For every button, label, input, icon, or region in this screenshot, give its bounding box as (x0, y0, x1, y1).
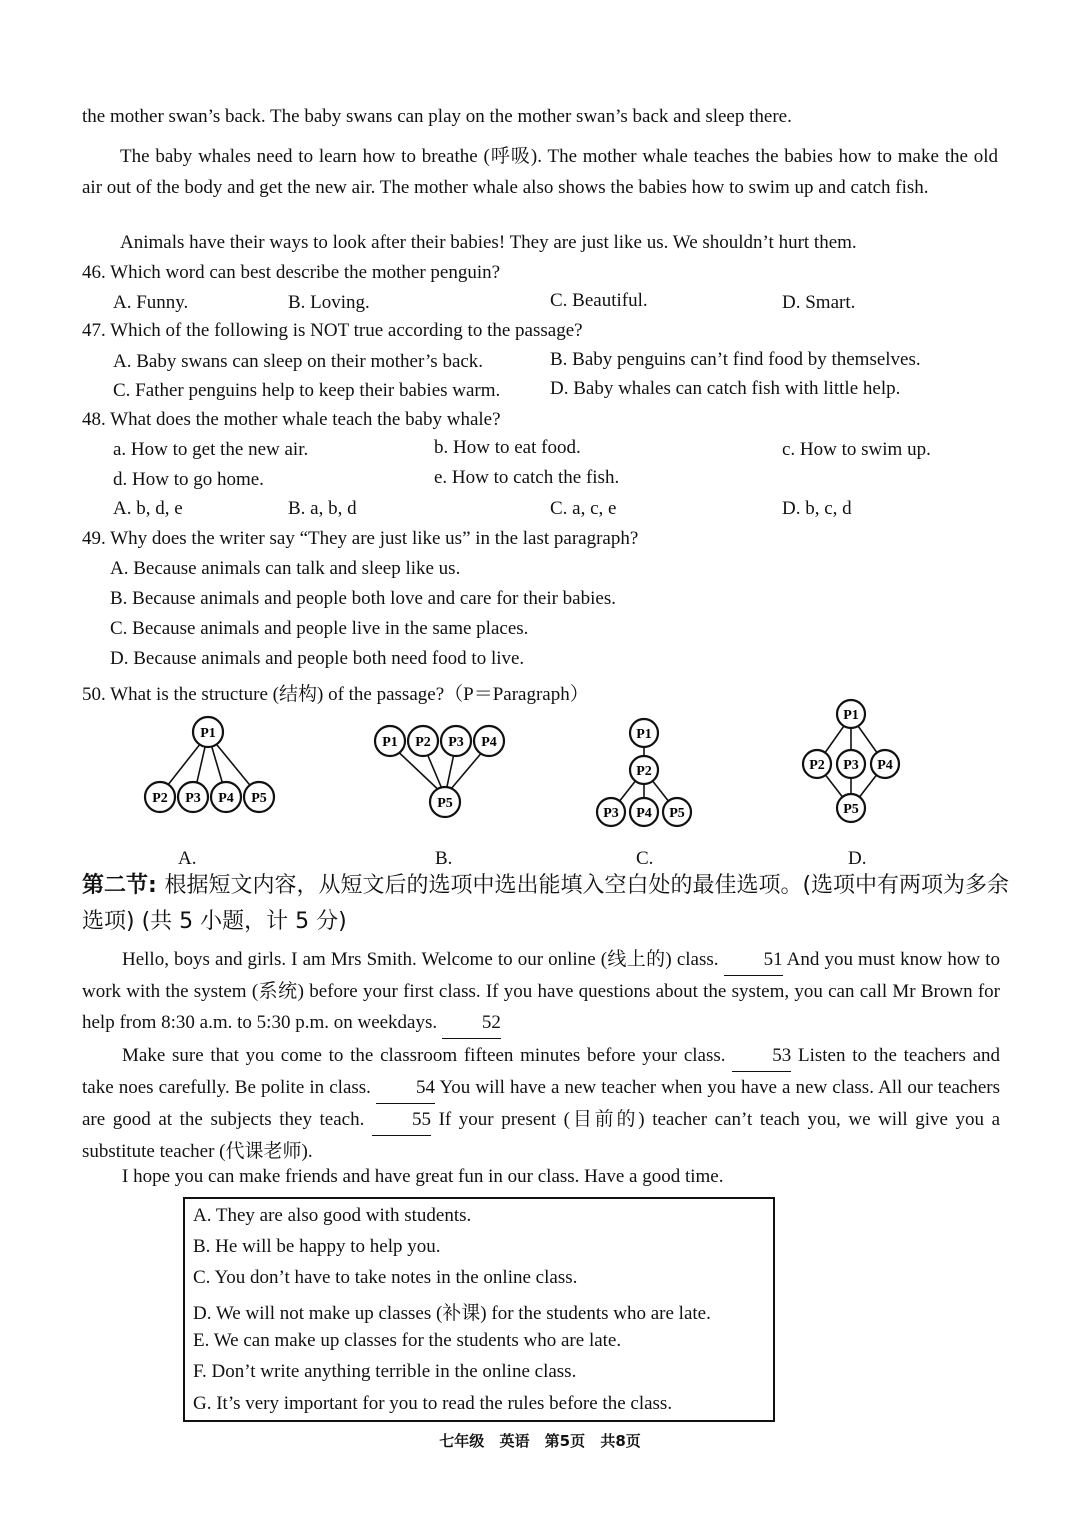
diagram-d-label: D. (848, 848, 867, 869)
svg-text:P3: P3 (603, 806, 619, 821)
q46-option-b[interactable]: B. Loving. (288, 292, 370, 313)
cloze-text: If your present (目前的) teacher can’t teach you, we will give you a substitute teacher (代课老师). (82, 1109, 1001, 1162)
option-c[interactable]: C. You don’t have to take notes in the online class. (193, 1267, 578, 1288)
cloze-text: Listen to the teachers and take noes carefully. Be polite in class. (82, 1045, 1001, 1098)
svg-text:P3: P3 (185, 791, 201, 806)
svg-text:P4: P4 (218, 791, 234, 806)
option-e[interactable]: E. We can make up classes for the students who are late. (193, 1330, 622, 1351)
svg-text:P1: P1 (843, 708, 859, 723)
option-f[interactable]: F. Don’t write anything terrible in the online class. (193, 1361, 577, 1382)
option-g[interactable]: G. It’s very important for you to read the rules before the class. (193, 1393, 673, 1414)
cloze-text: And you must know how to work with the system (系统) before your first class. If you have questions about the system, you can call Mr Brown for help from 8:30 a.m. to 5:30 p.m. on weekdays. (82, 949, 1000, 1033)
diagram-c-node-p1 (630, 719, 658, 747)
q48-statement-b: b. How to eat food. (434, 437, 581, 458)
option-d[interactable]: D. We will not make up classes (补课) for the students who are late. (193, 1303, 711, 1324)
svg-text:P5: P5 (669, 806, 685, 821)
q47-option-d[interactable]: D. Baby whales can catch fish with little help. (550, 378, 901, 399)
diagram-d-node-p2 (803, 750, 831, 778)
svg-text:P5: P5 (251, 791, 267, 806)
svg-text:P1: P1 (200, 726, 216, 741)
question-50-stem: 50. What is the structure (结构) of the passage?（P＝Paragraph） (82, 684, 589, 705)
cloze-text: Make sure that you come to the classroom fifteen minutes before your class. (122, 1045, 726, 1066)
diagram-c-label: C. (636, 848, 654, 869)
diagram-b-node-p1 (375, 726, 405, 756)
q49-option-c[interactable]: C. Because animals and people live in the same places. (110, 618, 529, 639)
diagram-a-node-p4 (211, 782, 241, 812)
q47-option-c[interactable]: C. Father penguins help to keep their babies warm. (113, 380, 501, 401)
section-2-label: 第二节: (82, 873, 165, 898)
diagram-d-node-p4 (871, 750, 899, 778)
structure-diagram-c[interactable] (592, 714, 702, 830)
question-46-stem: 46. Which word can best describe the mother penguin? (82, 262, 501, 283)
question-49-stem: 49. Why does the writer say “They are just like us” in the last paragraph? (82, 528, 639, 549)
question-47-stem: 47. Which of the following is NOT true according to the passage? (82, 320, 583, 341)
diagram-b-label: B. (435, 848, 453, 869)
diagram-a-node-p1 (193, 717, 223, 747)
q48-option-b[interactable]: B. a, b, d (288, 498, 357, 519)
svg-text:P2: P2 (809, 758, 825, 773)
cloze-paragraph-1 (82, 944, 1000, 1039)
blank-52[interactable]: 52 (442, 1007, 501, 1039)
option-b[interactable]: B. He will be happy to help you. (193, 1236, 441, 1257)
q48-option-c[interactable]: C. a, c, e (550, 498, 617, 519)
svg-text:P5: P5 (843, 802, 859, 817)
svg-text:P2: P2 (636, 764, 652, 779)
svg-text:P1: P1 (636, 727, 652, 742)
section-2-title (82, 868, 1012, 940)
q48-statement-c: c. How to swim up. (782, 439, 931, 460)
diagram-d-node-p3 (837, 750, 865, 778)
q46-option-d[interactable]: D. Smart. (782, 292, 856, 313)
svg-text:P2: P2 (415, 735, 431, 750)
blank-53[interactable]: 53 (732, 1040, 791, 1072)
blank-51[interactable]: 51 (724, 944, 783, 976)
svg-text:P1: P1 (382, 735, 398, 750)
svg-text:P4: P4 (636, 806, 652, 821)
q48-statement-d: d. How to go home. (113, 469, 264, 490)
q47-option-b[interactable]: B. Baby penguins can’t find food by themselves. (550, 349, 921, 370)
q49-option-a[interactable]: A. Because animals can talk and sleep like us. (110, 558, 461, 579)
blank-54[interactable]: 54 (376, 1072, 435, 1104)
diagram-c-node-p5 (663, 798, 691, 826)
svg-text:P2: P2 (152, 791, 168, 806)
svg-text:P4: P4 (877, 758, 893, 773)
diagram-d-node-p5 (837, 794, 865, 822)
diagram-b-node-p5 (430, 787, 460, 817)
section-2-instructions: 根据短文内容，从短文后的选项中选出能填入空白处的最佳选项。(选项中有两项为多余选项) (共 5 小题，计 5 分) (82, 873, 1010, 934)
cloze-text: You will have a new teacher when you have a new class. All our teachers are good at the subjects they teach. (82, 1077, 1001, 1130)
q47-option-a[interactable]: A. Baby swans can sleep on their mother’s back. (113, 351, 484, 372)
diagram-a-node-p5 (244, 782, 274, 812)
structure-diagram-d[interactable] (796, 698, 908, 826)
cloze-paragraph-3: I hope you can make friends and have great fun in our class. Have a good time. (122, 1166, 724, 1187)
diagram-b-node-p2 (408, 726, 438, 756)
diagram-c-node-p3 (597, 798, 625, 826)
structure-diagram-a[interactable] (140, 712, 280, 822)
q48-statement-e: e. How to catch the fish. (434, 467, 620, 488)
svg-text:P3: P3 (448, 735, 464, 750)
page-footer: 七年级 英语 第5页 共8页 (439, 1432, 641, 1450)
diagram-a-node-p2 (145, 782, 175, 812)
answer-options-box (183, 1197, 775, 1422)
q46-option-c[interactable]: C. Beautiful. (550, 290, 648, 311)
q48-statement-a: a. How to get the new air. (113, 439, 309, 460)
option-a[interactable]: A. They are also good with students. (193, 1205, 472, 1226)
diagram-c-node-p2 (630, 756, 658, 784)
diagram-b-node-p3 (441, 726, 471, 756)
svg-text:P5: P5 (437, 796, 453, 811)
diagram-d-node-p1 (837, 700, 865, 728)
q48-option-d[interactable]: D. b, c, d (782, 498, 852, 519)
diagram-c-node-p4 (630, 798, 658, 826)
q49-option-d[interactable]: D. Because animals and people both need food to live. (110, 648, 525, 669)
structure-diagram-b[interactable] (370, 722, 510, 822)
last-paragraph: Animals have their ways to look after their babies! They are just like us. We shouldn’t hurt them. (120, 232, 857, 253)
whale-paragraph: The baby whales need to learn how to breathe (呼吸). The mother whale teaches the babies how to make the old air out of the body and get the new air. The mother whale also shows the babies how to swim up and catch fish. (82, 146, 998, 198)
svg-text:P3: P3 (843, 758, 859, 773)
question-48-stem: 48. What does the mother whale teach the baby whale? (82, 409, 501, 430)
svg-text:P4: P4 (481, 735, 497, 750)
diagram-b-node-p4 (474, 726, 504, 756)
cloze-paragraph-2 (82, 1040, 1000, 1167)
q46-option-a[interactable]: A. Funny. (113, 292, 189, 313)
cloze-text: Hello, boys and girls. I am Mrs Smith. Welcome to our online (线上的) class. (122, 949, 719, 970)
diagram-a-node-p3 (178, 782, 208, 812)
q49-option-b[interactable]: B. Because animals and people both love and care for their babies. (110, 588, 616, 609)
q48-option-a[interactable]: A. b, d, e (113, 498, 183, 519)
diagram-a-label: A. (178, 848, 197, 869)
blank-55[interactable]: 55 (372, 1104, 431, 1136)
passage-line: the mother swan’s back. The baby swans can play on the mother swan’s back and sleep there. (82, 106, 792, 127)
